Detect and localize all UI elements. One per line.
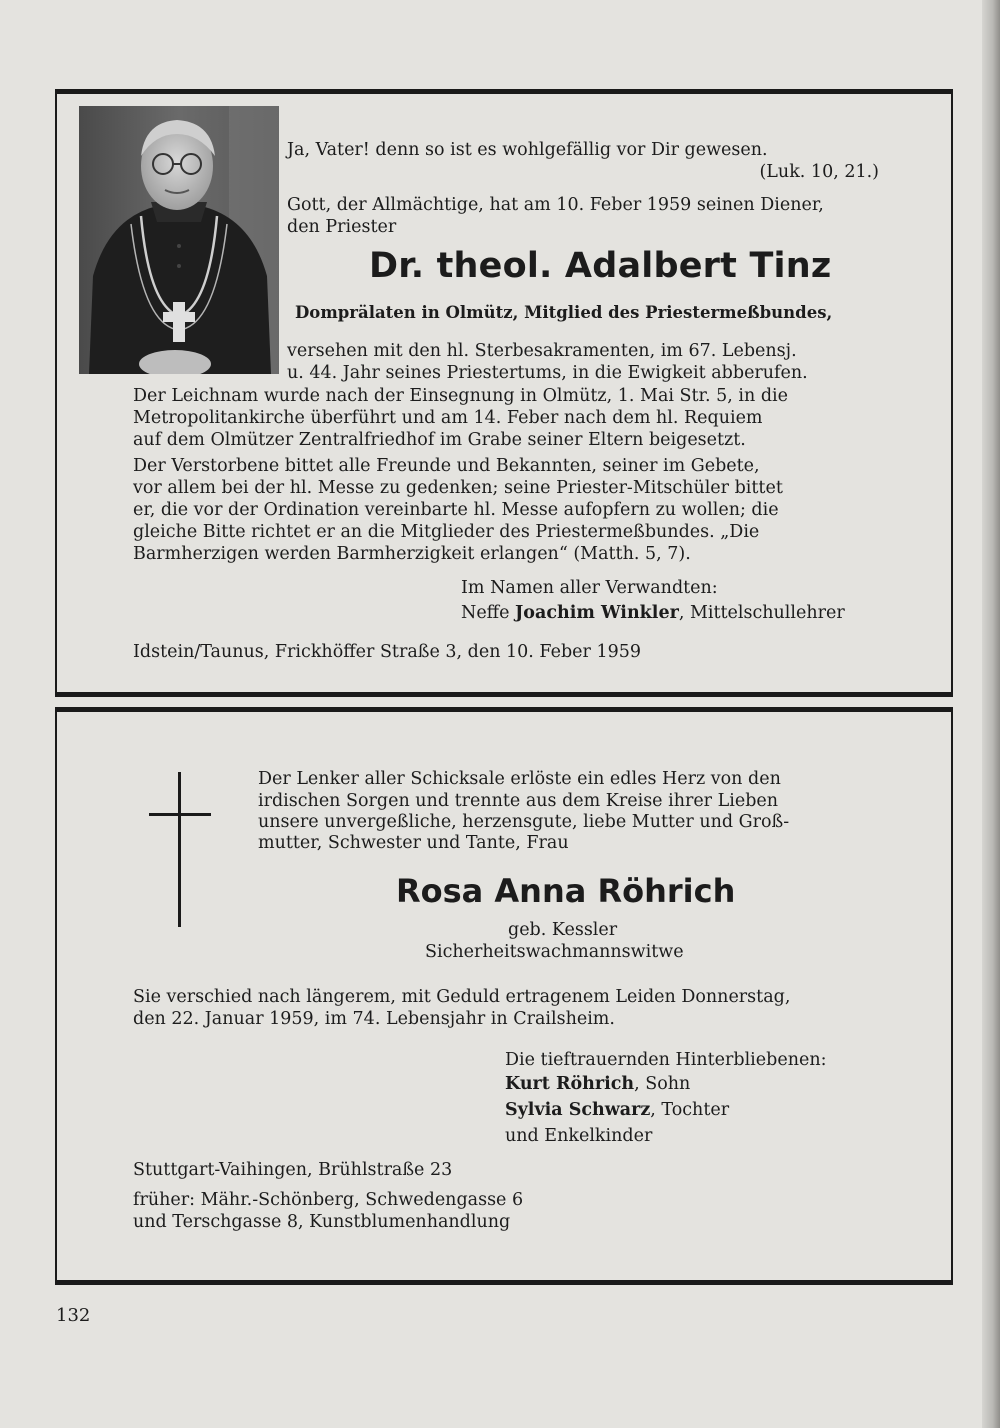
- body-line: vor allem bei der hl. Messe zu gedenken; seine Priester-Mitschüler bittet: [133, 478, 783, 498]
- body-line: versehen mit den hl. Sterbesakramenten, im 67. Lebensj.: [287, 341, 797, 361]
- intro-line: unsere unvergeßliche, herzensgute, liebe Mutter und Groß-: [258, 812, 790, 832]
- signature-name: Joachim Winkler: [515, 603, 679, 623]
- page-edge: [982, 0, 1000, 1428]
- address-line-2: früher: Mähr.-Schönberg, Schwedengasse 6: [133, 1190, 524, 1210]
- body-line: Barmherzigen werden Barmherzigkeit erlangen“ (Matth. 5, 7).: [133, 544, 691, 564]
- mourners-heading: Die tieftrauernden Hinterbliebenen:: [505, 1050, 827, 1070]
- intro-line: mutter, Schwester und Tante, Frau: [258, 833, 569, 853]
- intro-line: irdischen Sorgen und trennte aus dem Kreise ihrer Lieben: [258, 791, 779, 811]
- body-line: u. 44. Jahr seines Priestertums, in die Ewigkeit abberufen.: [287, 363, 808, 383]
- body-line: er, die vor der Ordination vereinbarte hl. Messe aufopfern zu wollen; die: [133, 500, 779, 520]
- mourner-1-name: Kurt Röhrich: [505, 1074, 635, 1094]
- death-line-1: Sie verschied nach längerem, mit Geduld ertragenem Leiden Donnerstag,: [133, 987, 791, 1007]
- intro-line: Der Lenker aller Schicksale erlöste ein edles Herz von den: [258, 769, 781, 789]
- address-line-3: und Terschgasse 8, Kunstblumenhandlung: [133, 1212, 511, 1232]
- signature-heading: Im Namen aller Verwandten:: [461, 578, 718, 598]
- obituary-notice-tinz: [55, 89, 953, 697]
- body-line: auf dem Olmützer Zentralfriedhof im Grabe seiner Eltern beigesetzt.: [133, 430, 746, 450]
- bible-quote-reference: (Luk. 10, 21.): [759, 162, 879, 182]
- signature-suffix: , Mittelschullehrer: [678, 603, 845, 623]
- intro-line-2: den Priester: [287, 217, 397, 237]
- mourner-2-relation: , Tochter: [650, 1100, 730, 1120]
- page-number: 132: [56, 1305, 91, 1326]
- deceased-title: Domprälaten in Olmütz, Mitglied des Priestermeßbundes,: [295, 303, 833, 322]
- place-date: Idstein/Taunus, Frickhöffer Straße 3, den 10. Feber 1959: [133, 642, 641, 662]
- portrait-photo: [79, 106, 279, 374]
- bible-quote: Ja, Vater! denn so ist es wohlgefällig vor Dir gewesen.: [287, 140, 768, 160]
- mourner-2-name: Sylvia Schwarz: [505, 1100, 651, 1120]
- body-line: Metropolitankirche überführt und am 14. Feber nach dem hl. Requiem: [133, 408, 763, 428]
- mourner-1: [505, 1073, 690, 1095]
- intro-line-1: Gott, der Allmächtige, hat am 10. Feber 1959 seinen Diener,: [287, 195, 824, 215]
- death-line-2: den 22. Januar 1959, im 74. Lebensjahr in Crailsheim.: [133, 1009, 615, 1029]
- body-line: Der Verstorbene bittet alle Freunde und Bekannten, seiner im Gebete,: [133, 456, 760, 476]
- mourner-1-relation: , Sohn: [634, 1074, 691, 1094]
- address-line-1: Stuttgart-Vaihingen, Brühlstraße 23: [133, 1160, 453, 1180]
- cross-symbol-bar: [149, 813, 211, 816]
- body-line: Der Leichnam wurde nach der Einsegnung in Olmütz, 1. Mai Str. 5, in die: [133, 386, 788, 406]
- cross-symbol: [178, 772, 181, 927]
- mourner-2: [505, 1099, 729, 1121]
- deceased-name: Rosa Anna Röhrich: [396, 872, 736, 910]
- deceased-name: Dr. theol. Adalbert Tinz: [369, 246, 832, 286]
- maiden-name: geb. Kessler: [508, 920, 618, 940]
- body-line: gleiche Bitte richtet er an die Mitglieder des Priestermeßbundes. „Die: [133, 522, 760, 542]
- signature-prefix: Neffe: [461, 603, 516, 623]
- obituary-notice-roehrich: [55, 707, 953, 1285]
- occupation: Sicherheitswachmannswitwe: [425, 942, 684, 962]
- signature-line: [461, 602, 845, 624]
- mourner-3: und Enkelkinder: [505, 1126, 653, 1146]
